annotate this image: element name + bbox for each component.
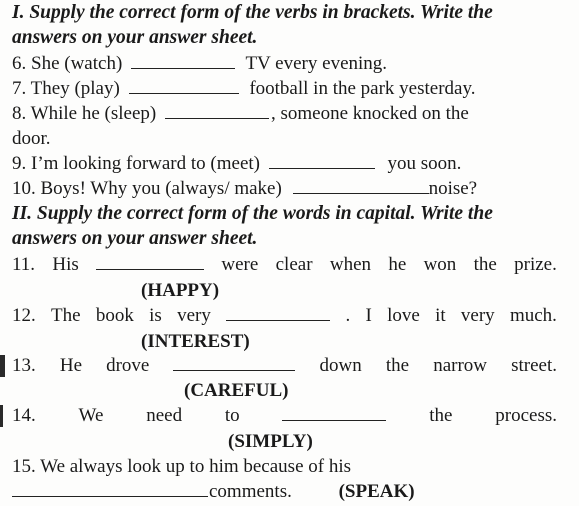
question-10 [12, 178, 477, 200]
question-13 [12, 355, 557, 377]
scan-edge-mark [0, 355, 5, 377]
question-15-blank [12, 481, 208, 497]
question-7-text: 7. They (play) [12, 78, 120, 99]
section-2-heading-line-1: II. Supply the correct form of the words in capital. Write the [12, 203, 493, 224]
question-13-word: He [59, 355, 82, 376]
question-14-word: the [429, 405, 453, 426]
question-13-word: narrow [433, 355, 487, 376]
question-15-hint: (SPEAK) [338, 481, 415, 502]
question-13-word: the [385, 355, 410, 376]
question-9-text-after: you soon. [387, 153, 462, 174]
question-14-number: 14. [12, 405, 36, 426]
question-14-blank [282, 405, 386, 421]
question-11-word: the [473, 254, 497, 275]
question-8-blank [165, 103, 269, 119]
question-14-word: process. [495, 405, 557, 426]
section-2-heading-line-2: answers on your answer sheet. [12, 228, 258, 249]
question-11-hint: (HAPPY) [141, 280, 220, 301]
question-11-word: His [52, 254, 79, 275]
question-6-blank [131, 53, 235, 69]
question-12-hint: (INTEREST) [141, 331, 250, 352]
question-11-number: 11. [12, 254, 36, 275]
question-8 [12, 103, 469, 125]
question-11-blank [96, 254, 204, 270]
question-13-hint: (CAREFUL) [184, 380, 289, 401]
question-6-text-after: TV every evening. [245, 53, 388, 74]
question-14 [12, 405, 557, 427]
question-14-word: need [146, 405, 183, 426]
question-15 [12, 481, 415, 503]
question-11-word: won [423, 254, 457, 275]
question-9-text: 9. I’m looking forward to (meet) [12, 153, 260, 174]
question-15-line-1: 15. We always look up to him because of his [12, 456, 352, 477]
question-11-word: when [329, 254, 371, 275]
question-8-text-after: , someone knocked on the [270, 103, 469, 124]
question-11-word: prize. [514, 254, 557, 275]
question-8-line-2: door. [12, 128, 51, 149]
question-13-word: down [319, 355, 362, 376]
question-10-text: 10. Boys! Why you (always/ make) [12, 178, 282, 199]
question-12-word: love [387, 305, 420, 326]
question-11 [12, 254, 557, 276]
question-13-number: 13. [12, 355, 36, 376]
question-7-text-after: football in the park yesterday. [249, 78, 476, 99]
question-11-word: were [221, 254, 259, 275]
question-9-blank [269, 153, 375, 169]
question-7 [12, 78, 475, 100]
question-12-number: 12. [12, 305, 36, 326]
question-12-word: it [435, 305, 446, 326]
question-6-text: 6. She (watch) [12, 53, 123, 74]
section-1-heading-line-1: I. Supply the correct form of the verbs in brackets. Write the [12, 2, 493, 23]
question-6 [12, 53, 387, 75]
question-7-blank [129, 78, 239, 94]
scan-edge-mark [0, 405, 3, 427]
question-12-word: is [149, 305, 162, 326]
question-12-word: much. [509, 305, 557, 326]
question-12-word: very [460, 305, 495, 326]
question-12-word: book [95, 305, 134, 326]
question-12 [12, 305, 557, 327]
question-9 [12, 153, 461, 175]
question-13-word: street. [511, 355, 557, 376]
question-12-word: The [51, 305, 81, 326]
question-8-text: 8. While he (sleep) [12, 103, 157, 124]
question-12-blank [226, 305, 330, 321]
question-14-word: to [224, 405, 240, 426]
question-13-word: drove [106, 355, 150, 376]
question-12-word: . [345, 305, 351, 326]
question-15-text-after: comments. [209, 481, 292, 502]
question-11-word: he [388, 254, 407, 275]
question-12-word: I [365, 305, 372, 326]
question-14-hint: (SIMPLY) [228, 431, 313, 452]
question-14-word: We [78, 405, 104, 426]
question-10-text-after: noise? [428, 178, 478, 199]
question-11-word: clear [275, 254, 313, 275]
question-10-blank [293, 178, 429, 194]
section-1-heading-line-2: answers on your answer sheet. [12, 27, 258, 48]
question-13-blank [173, 355, 295, 371]
question-12-word: very [177, 305, 211, 326]
